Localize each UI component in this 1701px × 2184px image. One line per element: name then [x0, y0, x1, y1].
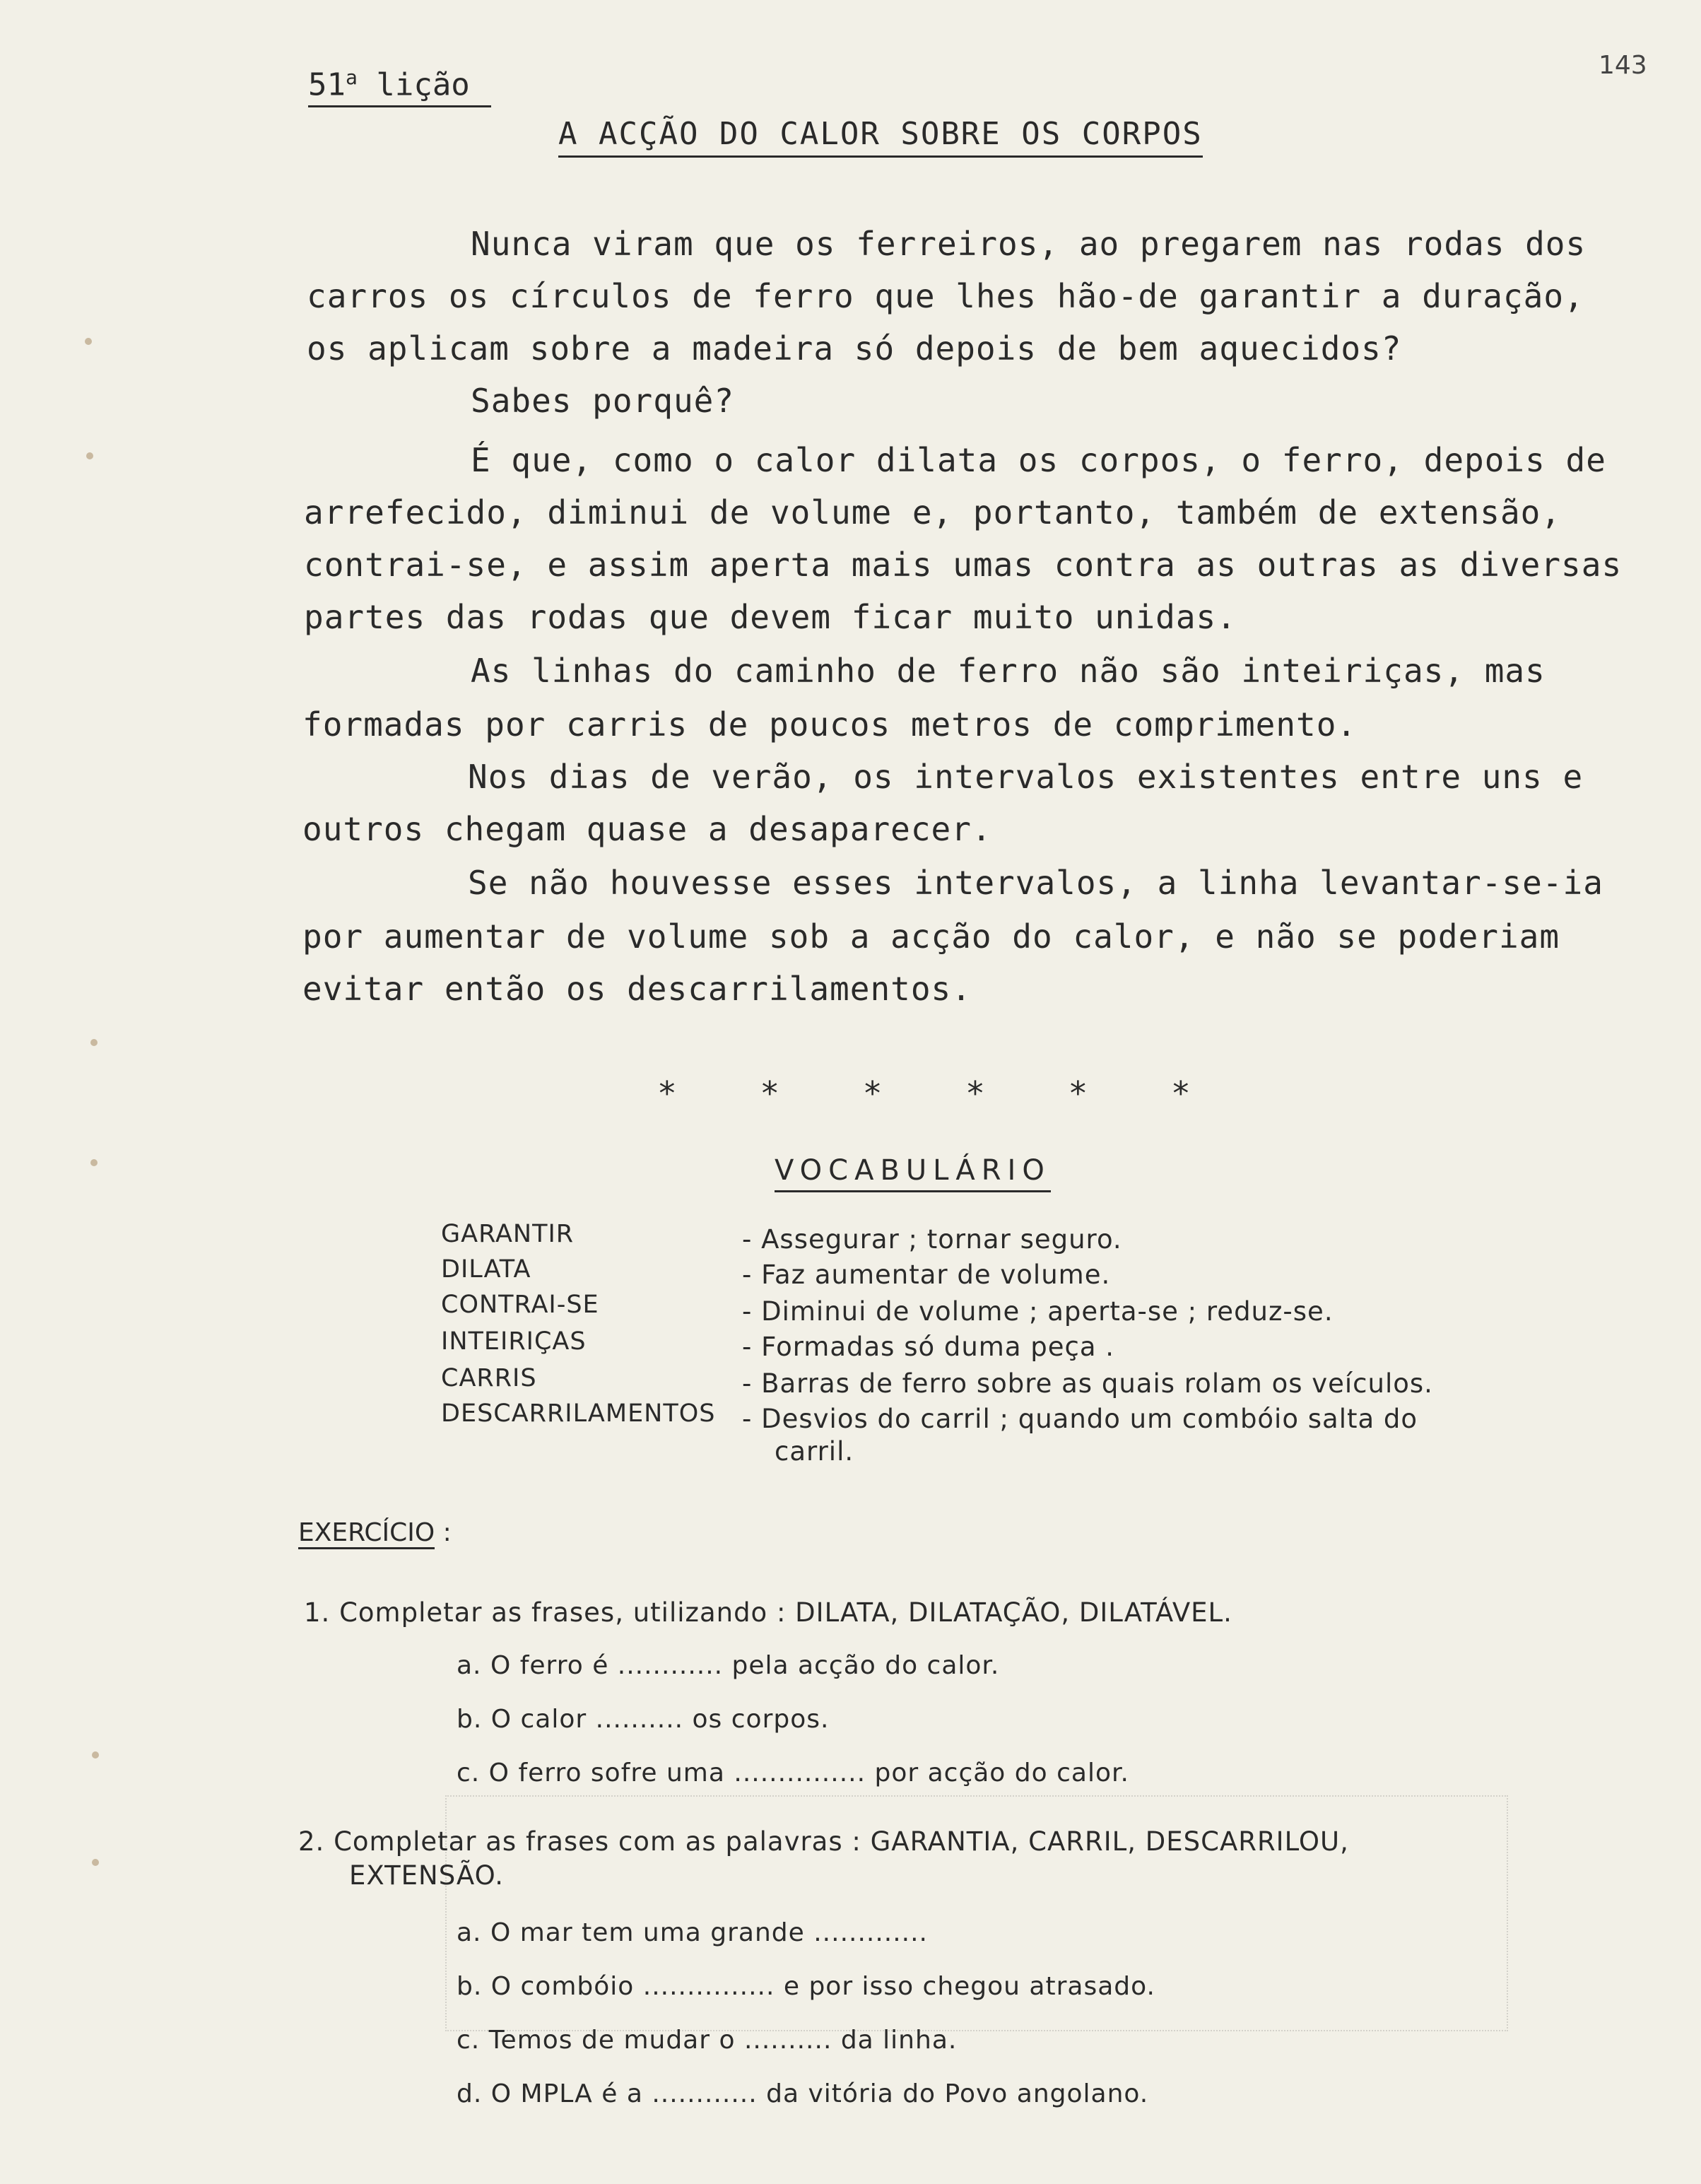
vocabulary-term: CARRIS	[441, 1364, 537, 1392]
lesson-word: lição	[376, 66, 470, 103]
vocabulary-definition: - Assegurar ; tornar seguro.	[742, 1224, 1122, 1255]
exercise-item: d. O MPLA é a ............ da vitória do Povo angolano.	[457, 2079, 1149, 2108]
exercise-item: b. O combóio ............... e por isso chegou atrasado.	[457, 1972, 1155, 2001]
text-line: As linhas do caminho de ferro não são inteiriças, mas	[471, 652, 1546, 690]
exercise-item: c. Temos de mudar o .......... da linha.	[457, 2026, 958, 2055]
text-line: Sabes porquê?	[471, 382, 735, 420]
lesson-number: 51	[308, 66, 346, 103]
text-line: arrefecido, diminui de volume e, portanto, também de extensão,	[304, 493, 1562, 532]
exercise-item: c. O ferro sofre uma ............... por acção do calor.	[457, 1759, 1129, 1787]
vocabulary-definition: - Barras de ferro sobre as quais rolam os veículos.	[742, 1368, 1433, 1399]
punch-mark	[92, 1751, 99, 1759]
text-line: Nunca viram que os ferreiros, ao pregarem nas rodas dos	[471, 225, 1587, 263]
exercise-question-1: 1. Completar as frases, utilizando : DILATA, DILATAÇÃO, DILATÁVEL.	[304, 1597, 1232, 1628]
vocabulary-term: GARANTIR	[441, 1220, 575, 1248]
vocabulary-definition: - Diminui de volume ; aperta-se ; reduz-se.	[742, 1296, 1334, 1327]
exercise-label: EXERCÍCIO	[298, 1518, 435, 1549]
text-line: por aumentar de volume sob a acção do calor, e não se poderiam	[302, 917, 1560, 956]
page-title: A ACÇÃO DO CALOR SOBRE OS CORPOS	[558, 113, 1203, 158]
vocabulary-definition: - Faz aumentar de volume.	[742, 1260, 1111, 1290]
text-line: formadas por carris de poucos metros de comprimento.	[302, 705, 1358, 744]
exercise-item: a. O mar tem uma grande .............	[457, 1918, 928, 1947]
text-line: carros os círculos de ferro que lhes hão-de garantir a duração,	[307, 277, 1584, 315]
vocabulary-term: DILATA	[441, 1255, 531, 1284]
punch-mark	[86, 452, 93, 459]
vocabulary-definition-continuation: carril.	[775, 1436, 854, 1467]
text-line: Nos dias de verão, os intervalos existentes entre uns e	[468, 758, 1584, 796]
text-line: contrai-se, e assim aperta mais umas contra as outras as diversas	[304, 546, 1623, 584]
vocabulary-definition: - Desvios do carril ; quando um combóio salta do	[742, 1404, 1418, 1434]
exercise-heading	[298, 1518, 452, 1547]
text-line: outros chegam quase a desaparecer.	[302, 810, 992, 848]
vocabulary-term: DESCARRILAMENTOS	[441, 1399, 716, 1428]
lesson-ordinal: a	[345, 66, 358, 89]
punch-mark	[92, 1859, 99, 1866]
text-line: É que, como o calor dilata os corpos, o ferro, depois de	[471, 441, 1606, 479]
section-separator: * * * * * *	[657, 1074, 1191, 1112]
exercise-question-2-continuation: EXTENSÃO.	[349, 1860, 504, 1891]
text-line: os aplicam sobre a madeira só depois de bem aquecidos?	[307, 329, 1402, 368]
vocabulary-term: CONTRAI-SE	[441, 1291, 599, 1319]
punch-mark	[90, 1039, 98, 1046]
exercise-colon: :	[435, 1518, 452, 1547]
vocabulary-title: VOCABULÁRIO	[775, 1151, 1051, 1192]
exercise-question-2: 2. Completar as frases com as palavras : GARANTIA, CARRIL, DESCARRILOU,	[298, 1826, 1349, 1857]
lesson-heading	[308, 58, 491, 107]
text-line: evitar então os descarrilamentos.	[302, 970, 972, 1008]
exercise-item: a. O ferro é ............ pela acção do calor.	[457, 1651, 1000, 1680]
punch-mark	[90, 1159, 98, 1166]
text-line: partes das rodas que devem ficar muito unidas.	[304, 598, 1237, 636]
punch-mark	[85, 338, 92, 345]
page-number: 143	[1599, 51, 1647, 80]
exercise-item: b. O calor .......... os corpos.	[457, 1705, 830, 1734]
vocabulary-term: INTEIRIÇAS	[441, 1327, 587, 1356]
text-line: Se não houvesse esses intervalos, a linha levantar-se-ia	[468, 864, 1603, 902]
vocabulary-definition: - Formadas só duma peça .	[742, 1332, 1115, 1362]
